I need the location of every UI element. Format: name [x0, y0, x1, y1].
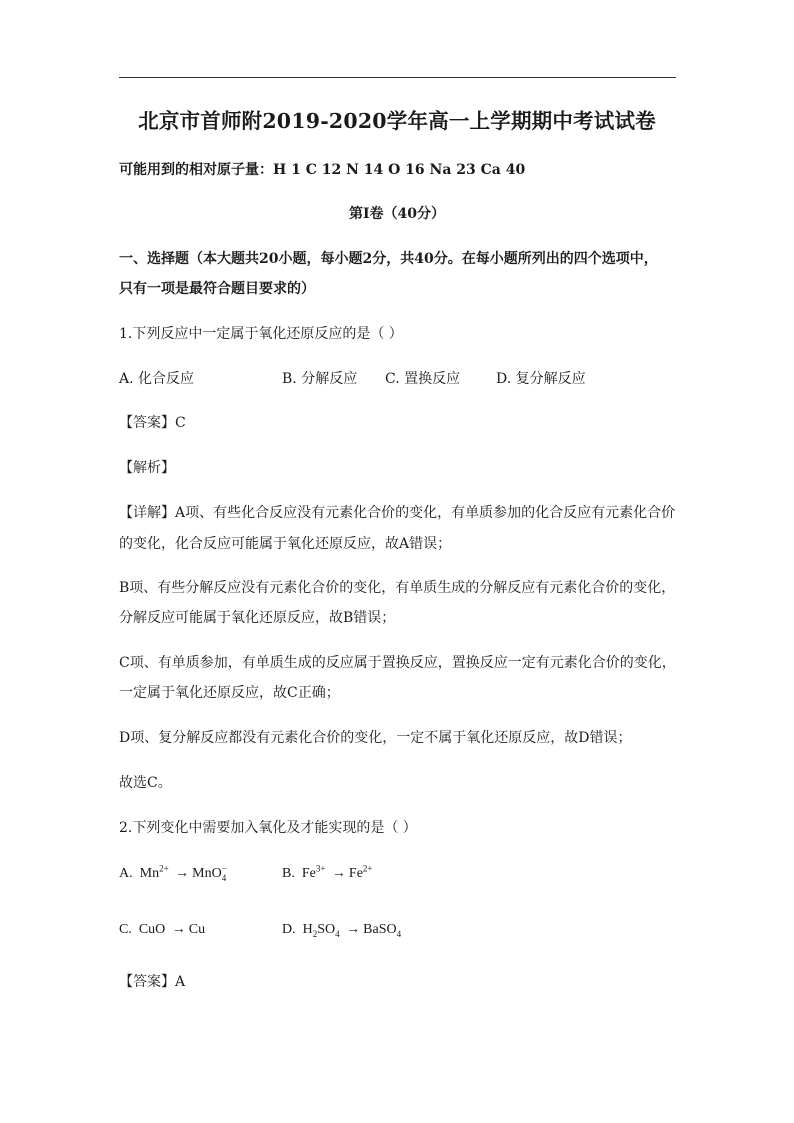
option-label: A.: [119, 866, 133, 881]
q1-explanation-line: B项、有些分解反应没有元素化合价的变化，有单质生成的分解反应有元素化合价的变化，: [119, 580, 676, 596]
section-instructions-line2: 只有一项是最符合题目要求的）: [119, 281, 315, 297]
arrow-icon: →: [346, 922, 361, 937]
q1-explanation-line: 分解反应可能属于氧化还原反应，故B错误；: [119, 610, 396, 626]
option-label: C.: [119, 922, 132, 937]
reactant: CuO: [138, 922, 166, 937]
reactant: Fe: [301, 866, 316, 881]
charge: 2+: [159, 863, 169, 874]
q1-explanation-line: D项、复分解反应都没有元素化合价的变化，一定不属于氧化还原反应，故D错误；: [119, 730, 632, 746]
option-label: B.: [282, 866, 295, 881]
q1-analysis-label: 【解析】: [119, 460, 175, 476]
question-1-stem: 1.下列反应中一定属于氧化还原反应的是（ ）: [119, 326, 403, 342]
subscript: 4: [335, 928, 340, 939]
q1-explanation-line: 一定属于氧化还原反应，故C正确；: [119, 685, 340, 701]
q1-explanation-line: C项、有单质参加，有单质生成的反应属于置换反应，置换反应一定有元素化合价的变化，: [119, 655, 676, 671]
product: BaSO: [363, 922, 397, 937]
q1-answer: 【答案】C: [119, 415, 186, 431]
subscript: 4: [396, 928, 402, 939]
subscript: 4: [221, 872, 227, 883]
q1-explanation-line: 【详解】A项、有些化合反应没有元素化合价的变化，有单质参加的化合反应有元素化合价: [119, 505, 676, 521]
reactant-part: SO: [317, 922, 336, 937]
q2-option-c: [119, 922, 205, 938]
subscript: 2: [312, 928, 318, 939]
arrow-icon: →: [175, 866, 190, 881]
q1-option-b: B. 分解反应: [282, 371, 358, 387]
charge: −: [221, 863, 227, 874]
question-2-stem: 2.下列变化中需要加入氧化及才能实现的是（ ）: [119, 820, 417, 836]
arrow-icon: →: [331, 866, 346, 881]
q1-option-c: C. 置换反应: [385, 371, 461, 387]
product: Cu: [188, 922, 206, 937]
q2-option-d: [282, 922, 401, 938]
q1-option-d: D. 复分解反应: [496, 371, 586, 387]
charge: 2+: [362, 863, 373, 874]
atomic-masses: 可能用到的相对原子量：H 1 C 12 N 14 O 16 Na 23 Ca 40: [119, 162, 526, 178]
arrow-icon: →: [171, 922, 186, 937]
product: MnO: [192, 866, 222, 881]
reactant: H: [302, 922, 313, 937]
q1-explanation-line: 的变化，化合反应可能属于氧化还原反应，故A错误；: [119, 536, 452, 552]
option-label: D.: [282, 922, 296, 937]
section-instructions-line1: 一、选择题（本大题共20小题，每小题2分，共40分。在每小题所列出的四个选项中，: [119, 251, 658, 267]
q2-answer: 【答案】A: [119, 974, 186, 990]
q1-option-a: A. 化合反应: [119, 371, 195, 387]
page-title: 北京市首师附2019-2020学年高一上学期期中考试试卷: [138, 109, 656, 133]
reactant: Mn: [139, 866, 160, 881]
charge: 3+: [315, 863, 326, 874]
product: Fe: [348, 866, 363, 881]
q2-option-a: [119, 863, 227, 883]
q2-option-b: [282, 863, 373, 882]
header-rule: [119, 77, 676, 78]
q1-conclusion: 故选C。: [119, 775, 172, 791]
volume-heading: 第Ⅰ卷（40分）: [348, 206, 446, 222]
